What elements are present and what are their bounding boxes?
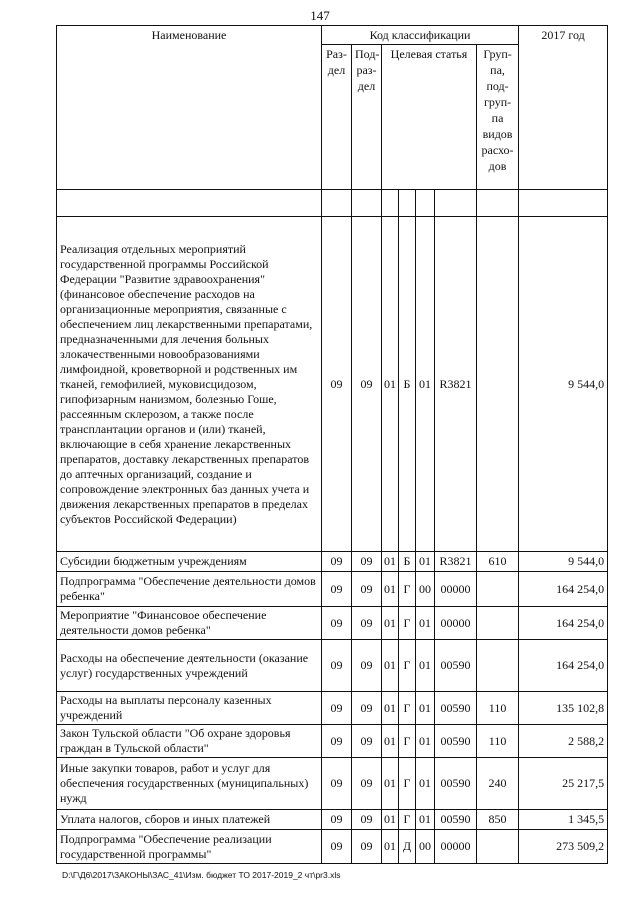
table-header: [57, 26, 608, 190]
row-target-event: 00: [416, 572, 435, 607]
row-target-subprogram: Б: [399, 217, 416, 552]
row-podrazdel: 09: [352, 810, 382, 830]
row-podrazdel: 09: [352, 758, 382, 810]
row-target-direction: 00590: [435, 725, 477, 758]
row-razdel: 09: [322, 607, 352, 640]
row-target-event: 01: [416, 217, 435, 552]
row-target-direction: 00590: [435, 692, 477, 725]
budget-table: [56, 25, 608, 864]
row-target-program: 01: [382, 830, 399, 864]
row-target-subprogram: Г: [399, 640, 416, 692]
row-amount: 135 102,8: [519, 692, 608, 725]
row-target-event: 01: [416, 640, 435, 692]
table-row: [57, 572, 608, 607]
header-year: 2017 год: [519, 26, 608, 190]
row-target-subprogram: Г: [399, 692, 416, 725]
row-target-program: 01: [382, 217, 399, 552]
row-amount: 9 544,0: [519, 217, 608, 552]
row-amount: 164 254,0: [519, 640, 608, 692]
row-podrazdel: 09: [352, 572, 382, 607]
row-expense-group: 240: [477, 758, 519, 810]
row-name: Подпрограмма "Обеспечение реализации государственной программы": [57, 830, 322, 864]
header-subsection: Под-раз-дел: [352, 45, 382, 190]
row-target-event: 00: [416, 830, 435, 864]
row-razdel: 09: [322, 725, 352, 758]
row-amount: 25 217,5: [519, 758, 608, 810]
row-razdel: 09: [322, 640, 352, 692]
row-target-direction: 00000: [435, 607, 477, 640]
row-expense-group: 110: [477, 725, 519, 758]
row-razdel: 09: [322, 217, 352, 552]
header-section: Раз-дел: [322, 45, 352, 190]
footer-file-path: D:\Г\Д6\2017\ЗАКОНЫ\ЗАС_41\Изм. бюджет ТО 2017-2019_2 чт\pr3.xls: [62, 870, 341, 880]
table-row: [57, 217, 608, 552]
row-target-program: 01: [382, 572, 399, 607]
row-name: Закон Тульской области "Об охране здоровья граждан в Тульской области": [57, 725, 322, 758]
table-row: [57, 607, 608, 640]
row-target-program: 01: [382, 552, 399, 572]
row-podrazdel: 09: [352, 607, 382, 640]
row-expense-group: [477, 572, 519, 607]
row-razdel: 09: [322, 572, 352, 607]
table-row: [57, 640, 608, 692]
row-target-program: 01: [382, 607, 399, 640]
row-target-direction: 00590: [435, 640, 477, 692]
row-razdel: 09: [322, 810, 352, 830]
row-target-subprogram: Г: [399, 572, 416, 607]
row-amount: 9 544,0: [519, 552, 608, 572]
table-row: [57, 810, 608, 830]
row-expense-group: 610: [477, 552, 519, 572]
row-expense-group: 850: [477, 810, 519, 830]
row-podrazdel: 09: [352, 725, 382, 758]
row-target-subprogram: Г: [399, 725, 416, 758]
row-amount: 273 509,2: [519, 830, 608, 864]
row-podrazdel: 09: [352, 830, 382, 864]
row-expense-group: [477, 217, 519, 552]
row-target-subprogram: Г: [399, 810, 416, 830]
table-row: [57, 725, 608, 758]
row-expense-group: [477, 830, 519, 864]
row-podrazdel: 09: [352, 217, 382, 552]
row-name: Субсидии бюджетным учреждениям: [57, 552, 322, 572]
row-target-program: 01: [382, 810, 399, 830]
table-row: [57, 552, 608, 572]
row-target-event: 01: [416, 692, 435, 725]
row-expense-group: [477, 640, 519, 692]
table-body: [57, 190, 608, 864]
row-podrazdel: 09: [352, 692, 382, 725]
row-podrazdel: 09: [352, 640, 382, 692]
row-target-direction: 00590: [435, 810, 477, 830]
row-podrazdel: 09: [352, 552, 382, 572]
row-expense-group: 110: [477, 692, 519, 725]
row-target-event: 01: [416, 810, 435, 830]
row-target-direction: R3821: [435, 217, 477, 552]
row-name: Расходы на выплаты персоналу казенных учреждений: [57, 692, 322, 725]
table-spacer-row: [57, 190, 608, 217]
header-classification-code: Код классификации: [322, 26, 519, 45]
row-amount: 2 588,2: [519, 725, 608, 758]
table-row: [57, 758, 608, 810]
header-expense-group: Груп-па, под-груп-па видов расхо-дов: [477, 45, 519, 190]
row-name: Расходы на обеспечение деятельности (оказание услуг) государственных учреждений: [57, 640, 322, 692]
row-target-subprogram: Г: [399, 758, 416, 810]
row-name: Уплата налогов, сборов и иных платежей: [57, 810, 322, 830]
row-target-subprogram: Д: [399, 830, 416, 864]
row-name: Иные закупки товаров, работ и услуг для обеспечения государственных (муниципальных) нужд: [57, 758, 322, 810]
row-target-program: 01: [382, 692, 399, 725]
row-name: Подпрограмма "Обеспечение деятельности домов ребенка": [57, 572, 322, 607]
row-target-direction: 00590: [435, 758, 477, 810]
row-target-event: 01: [416, 552, 435, 572]
table-row: [57, 692, 608, 725]
header-name: Наименование: [57, 26, 322, 190]
row-amount: 1 345,5: [519, 810, 608, 830]
row-amount: 164 254,0: [519, 572, 608, 607]
row-target-direction: 00000: [435, 572, 477, 607]
row-razdel: 09: [322, 830, 352, 864]
row-razdel: 09: [322, 692, 352, 725]
row-target-program: 01: [382, 725, 399, 758]
row-target-event: 01: [416, 725, 435, 758]
row-razdel: 09: [322, 552, 352, 572]
row-razdel: 09: [322, 758, 352, 810]
row-target-subprogram: Г: [399, 607, 416, 640]
row-target-program: 01: [382, 640, 399, 692]
table-row: [57, 830, 608, 864]
row-name: Реализация отдельных мероприятий государственной программы Российской Федерации "Развитие здравоохранения" (финансовое обеспечение расходов на организационные мероприятия, связанные с обеспечением лиц лекарственными препаратами, предназначенными для лечения больных злокачественными новообразованиями лимфоидной, кроветворной и родственных им тканей, гемофилией, муковисцидозом, гипофизарным нанизмом, болезнью Гоше, рассеянным склерозом, а также после трансплантации органов и (или) тканей, включающие в себя хранение лекарственных препаратов, доставку лекарственных препаратов до аптечных организаций, создание и сопровождение электронных баз данных учета и движения лекарственных препаратов в пределах субъектов Российской Федерации): [57, 217, 322, 552]
page-number: 147: [310, 8, 330, 23]
row-target-subprogram: Б: [399, 552, 416, 572]
row-expense-group: [477, 607, 519, 640]
row-target-event: 01: [416, 758, 435, 810]
row-target-event: 01: [416, 607, 435, 640]
row-target-program: 01: [382, 758, 399, 810]
row-amount: 164 254,0: [519, 607, 608, 640]
row-name: Мероприятие "Финансовое обеспечение деятельности домов ребенка": [57, 607, 322, 640]
header-target-article: Целевая статья: [382, 45, 477, 190]
row-target-direction: 00000: [435, 830, 477, 864]
row-target-direction: R3821: [435, 552, 477, 572]
